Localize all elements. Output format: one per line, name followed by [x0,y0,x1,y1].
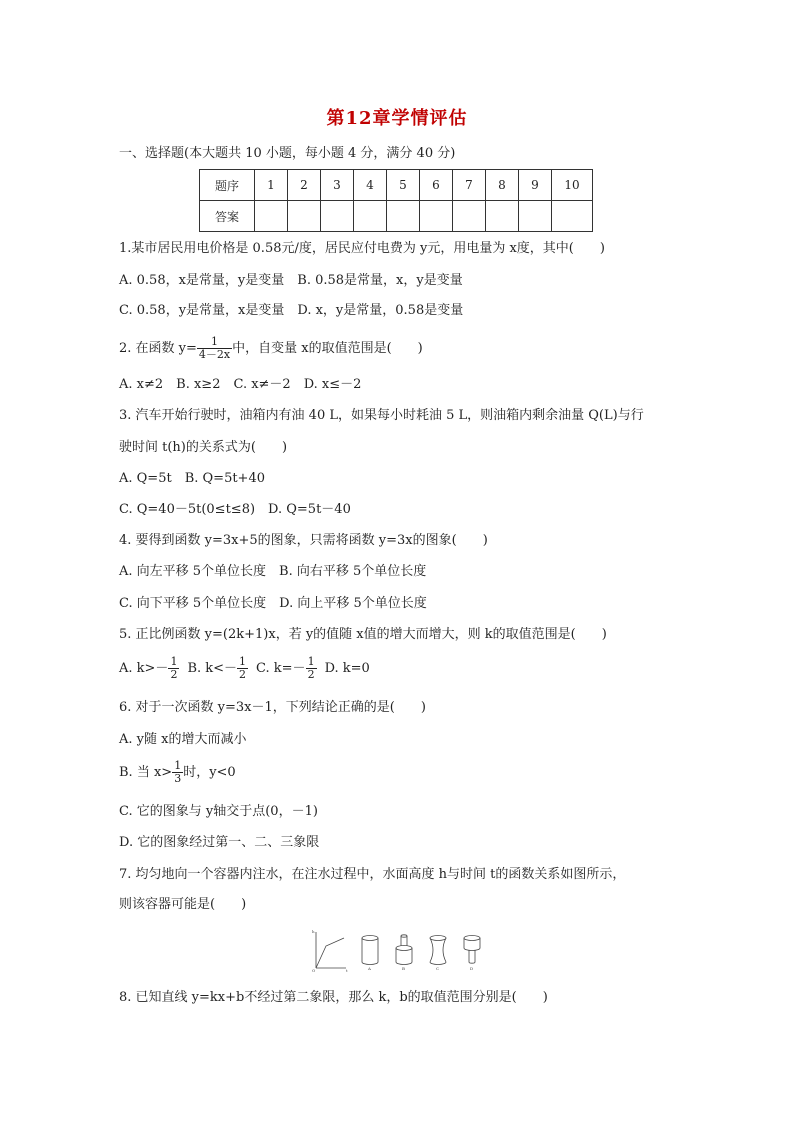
container-figure [310,928,490,974]
container-d [464,936,480,964]
container-a [362,936,378,965]
answer-cell[interactable] [255,201,288,232]
answer-table-number: 6 [420,170,453,201]
fraction-numerator: 1 [170,655,178,668]
graph-curve [316,938,344,968]
question-7-stem-line1: 7. 均匀地向一个容器内注水，在注水过程中，水面高度 h与时间 t的函数关系如图所示， [119,867,626,882]
answer-table-number: 8 [486,170,519,201]
question-3-stem-line1: 3. 汽车开始行驶时，油箱内有油 40 L，如果每小时耗油 5 L，则油箱内剩余油量 Q(L)与行 [119,408,644,423]
answer-table-header-number: 题序 [200,170,255,201]
fraction-denominator: 3 [174,772,182,785]
question-6-option-b [119,760,236,785]
answer-cell[interactable] [420,201,453,232]
fraction-one-half [237,656,248,681]
container-c-label: C [436,966,440,971]
question-2-stem [119,336,423,361]
answer-cell[interactable] [288,201,321,232]
question-2-options: A. x≠2 B. x≥2 C. x≠－2 D. x≤－2 [119,377,362,392]
question-1-options-ab: A. 0.58，x是常量，y是变量 B. 0.58是常量，x，y是变量 [119,273,463,288]
container-c [430,936,446,965]
question-2-fraction [197,336,232,361]
answer-table-row-numbers [200,170,593,201]
fraction-one-third [172,760,183,785]
question-6-option-b-post: 时，y<0 [183,765,236,780]
question-5-option-d: D. k=0 [324,661,370,676]
question-3-options-ab: A. Q=5t B. Q=5t+40 [119,471,265,486]
fraction-numerator: 1 [239,655,247,668]
container-a-label: A [368,966,371,971]
answer-cell[interactable] [321,201,354,232]
answer-table-number: 3 [321,170,354,201]
answer-table-number: 9 [519,170,552,201]
fraction-one-half [168,656,179,681]
fraction-numerator: 1 [197,336,232,349]
question-4-options-cd: C. 向下平移 5个单位长度 D. 向上平移 5个单位长度 [119,596,427,611]
container-b [396,935,412,965]
answer-table-number: 7 [453,170,486,201]
container-b-label: B [402,966,405,971]
answer-cell[interactable] [519,201,552,232]
question-5-option-c: C. k=－ [256,661,306,676]
graph-h-label: h [312,929,315,934]
fraction-denominator: 2 [307,668,315,681]
fraction-numerator: 1 [307,655,315,668]
question-6-stem: 6. 对于一次函数 y=3x－1，下列结论正确的是( ) [119,700,426,715]
answer-table-row-answers [200,201,593,232]
question-3-options-cd: C. Q=40－5t(0≤t≤8) D. Q=5t－40 [119,502,351,517]
question-6-option-b-pre: B. 当 x> [119,765,173,780]
answer-table-number: 2 [288,170,321,201]
question-3-stem-line2: 驶时间 t(h)的关系式为( ) [119,440,288,455]
question-6-option-a: A. y随 x的增大而减小 [119,732,247,747]
fraction-denominator: 2 [170,668,178,681]
question-4-stem: 4. 要得到函数 y=3x+5的图象，只需将函数 y=3x的图象( ) [119,533,488,548]
page-title: 第12章学情评估 [326,108,468,129]
question-4-options-ab: A. 向左平移 5个单位长度 B. 向右平移 5个单位长度 [119,564,427,579]
answer-cell[interactable] [453,201,486,232]
question-5-option-b: B. k<－ [187,661,238,676]
question-6-option-d: D. 它的图象经过第一、二、三象限 [119,835,320,850]
answer-cell[interactable] [354,201,387,232]
question-2-stem-post: 中，自变量 x的取值范围是( ) [232,341,423,356]
section-heading: 一、选择题(本大题共 10 小题，每小题 4 分，满分 40 分) [119,146,456,161]
question-6-option-c: C. 它的图象与 y轴交于点(0，－1) [119,804,318,819]
question-1-stem: 1.某市居民用电价格是 0.58元/度，居民应付电费为 y元，用电量为 x度，其中( ) [119,241,605,256]
fraction-one-half [306,656,317,681]
answer-table-number: 10 [552,170,593,201]
answer-cell[interactable] [486,201,519,232]
fraction-denominator: 2 [239,668,247,681]
answer-table-number: 4 [354,170,387,201]
answer-table-header-answer: 答案 [200,201,255,232]
answer-table-number: 1 [255,170,288,201]
question-8-stem: 8. 已知直线 y=kx+b不经过第二象限，那么 k，b的取值范围分别是( ) [119,990,548,1005]
question-5-stem: 5. 正比例函数 y=(2k+1)x，若 y的值随 x值的增大而增大，则 k的取值范围是( ) [119,627,607,642]
answer-cell[interactable] [552,201,593,232]
answer-table-number: 5 [387,170,420,201]
graph-t-label: t [346,968,348,973]
question-5-option-a: A. k>－ [119,661,169,676]
question-7-stem-line2: 则该容器可能是( ) [119,897,247,912]
question-1-options-cd: C. 0.58，y是常量，x是变量 D. x，y是常量，0.58是变量 [119,303,464,318]
answer-cell[interactable] [387,201,420,232]
container-d-label: D [470,966,474,971]
question-5-options [119,656,370,681]
question-2-stem-pre: 2. 在函数 y= [119,341,197,356]
answer-table [199,169,593,232]
fraction-denominator: 4－2x [198,348,231,361]
fraction-numerator: 1 [174,759,182,772]
graph-origin-label: O [312,968,316,973]
